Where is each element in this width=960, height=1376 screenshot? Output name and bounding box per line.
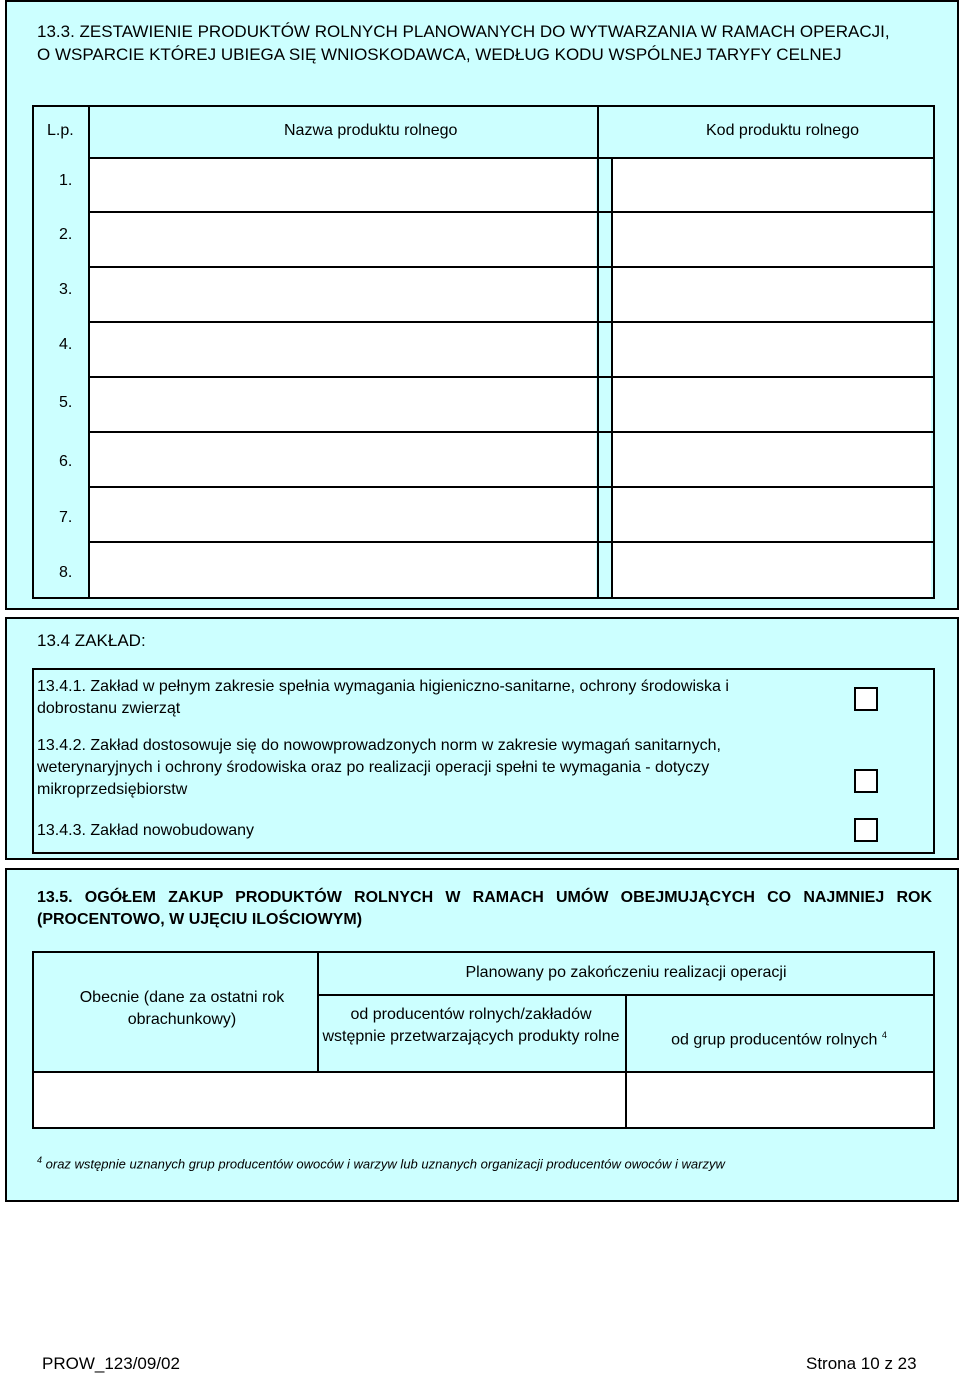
row-number: 5. — [59, 394, 73, 411]
row-number: 7. — [59, 509, 73, 526]
option-13-4-2-checkbox[interactable] — [854, 769, 878, 793]
sub-groups-label: od grup producentów rolnych $^4$ — [671, 1030, 887, 1049]
option-13-4-2-label: 13.4.2. Zakład dostosowuje się do nowowprowadzonych norm w zakresie wymagań sanitarnych, weterynaryjnych i ochrony środowiska oraz po realizacji operacji spełni te wymagania - dotyczy mikroprzedsiębiorstw — [37, 737, 721, 798]
col-planned-label: Planowany po zakończeniu realizacji operacji — [465, 964, 787, 981]
name-column — [90, 159, 596, 597]
row-number: 4. — [59, 336, 73, 353]
section-title: 13.5. OGÓŁEM ZAKUP PRODUKTÓW ROLNYCH W RAMACH UMÓW OBEJMUJĄCYCH CO NAJMNIEJ ROK (PROCENTOWO, W UJĘCIU ILOŚCIOWYM) — [37, 889, 932, 928]
product-name-field[interactable] — [90, 159, 596, 211]
form-code: PROW_123/09/02 — [42, 1354, 180, 1373]
current-value-field[interactable] — [34, 1073, 625, 1127]
row-number: 1. — [59, 172, 73, 189]
page-number: Strona 10 z 23 — [806, 1354, 917, 1373]
code-column — [613, 159, 931, 597]
col-header-name: Nazwa produktu rolnego — [284, 122, 458, 139]
row-number: 2. — [59, 226, 73, 243]
section-title: 13.4 ZAKŁAD: — [37, 631, 146, 650]
section-13-5 — [5, 868, 959, 1202]
section-title: 13.3. ZESTAWIENIE PRODUKTÓW ROLNYCH PLANOWANYCH DO WYTWARZANIA W RAMACH OPERACJI, O WSPARCIE KTÓREJ UBIEGA SIĘ WNIOSKODAWCA, WEDŁUG KODU WSPÓLNEJ TARYFY CELNEJ — [37, 22, 890, 64]
option-13-4-3-label: 13.4.3. Zakład nowobudowany — [37, 822, 255, 839]
product-code-field[interactable] — [613, 159, 931, 211]
option-13-4-3-checkbox[interactable] — [854, 818, 878, 842]
section-13-4 — [5, 617, 959, 860]
row-number: 8. — [59, 564, 73, 581]
section-13-3 — [5, 0, 959, 610]
option-13-4-1-checkbox[interactable] — [854, 687, 878, 711]
col-current-label: Obecnie (dane za ostatni rok obrachunkowy) — [79, 989, 285, 1028]
groups-value-field[interactable] — [627, 1073, 933, 1127]
col-header-lp: L.p. — [47, 122, 74, 139]
option-13-4-1-label: 13.4.1. Zakład w pełnym zakresie spełnia wymagania higieniczno-sanitarne, ochrony środowiska i dobrostanu zwierząt — [37, 678, 729, 717]
row-number: 3. — [59, 281, 73, 298]
sub-producers-label: od producentów rolnych/zakładów wstępnie przetwarzających produkty rolne — [322, 1006, 620, 1045]
footnote: $^4$ oraz wstępnie uznanych grup producentów owoców i warzyw lub uznanych organizacji producentów owoców i warzyw — [37, 1155, 725, 1172]
row-number: 6. — [59, 453, 73, 470]
col-header-code: Kod produktu rolnego — [706, 122, 859, 139]
